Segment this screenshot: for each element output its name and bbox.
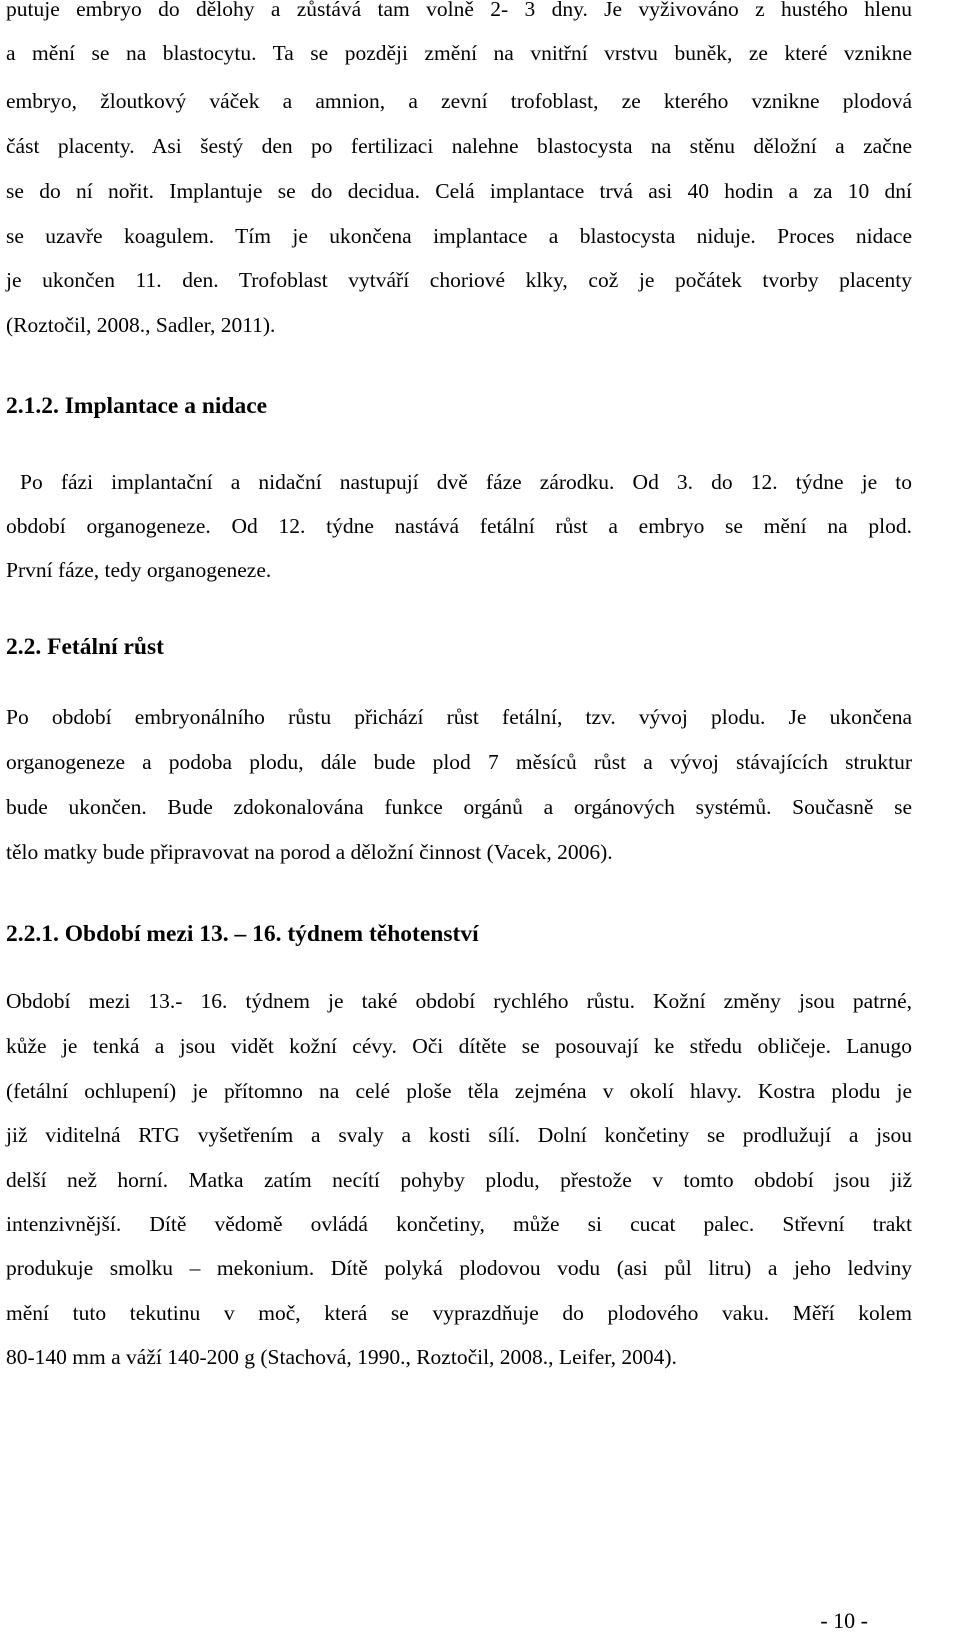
paragraph-line: (Roztočil, 2008., Sadler, 2011). — [6, 313, 276, 337]
paragraph-line: embryo, žloutkový váček a amnion, a zevní trofoblast, ze kterého vznikne plodová — [6, 89, 912, 113]
paragraph-line: období organogeneze. Od 12. týdne nastává fetální růst a embryo se mění na plod. — [6, 514, 912, 538]
paragraph-line: bude ukončen. Bude zdokonalována funkce orgánů a orgánových systémů. Současně se — [6, 795, 912, 819]
paragraph-line: produkuje smolku – mekonium. Dítě polyká plodovou vodu (asi půl litru) a jeho ledviny — [6, 1256, 912, 1280]
paragraph-line: a mění se na blastocytu. Ta se později změní na vnitřní vrstvu buněk, ze které vznikne — [6, 41, 912, 65]
paragraph-line: je ukončen 11. den. Trofoblast vytváří choriové klky, což je počátek tvorby placenty — [6, 268, 912, 292]
paragraph-line: Po období embryonálního růstu přichází růst fetální, tzv. vývoj plodu. Je ukončena — [6, 705, 912, 729]
page-number: - 10 - — [820, 1608, 868, 1633]
paragraph-line: Po fázi implantační a nidační nastupují dvě fáze zárodku. Od 3. do 12. týdne je to — [20, 470, 912, 494]
paragraph-line: již viditelná RTG vyšetřením a svaly a kosti sílí. Dolní končetiny se prodlužují a jsou — [6, 1123, 912, 1147]
paragraph-line: kůže je tenká a jsou vidět kožní cévy. Oči dítěte se posouvají ke středu obličeje. Lanugo — [6, 1034, 912, 1058]
paragraph-line: organogeneze a podoba plodu, dále bude plod 7 měsíců růst a vývoj stávajících struktur — [6, 750, 912, 774]
paragraph-line: se do ní nořit. Implantuje se do decidua. Celá implantace trvá asi 40 hodin a za 10 dní — [6, 179, 912, 203]
paragraph-line: putuje embryo do dělohy a zůstává tam volně 2- 3 dny. Je vyživováno z hustého hlenu — [6, 0, 912, 21]
paragraph-line: delší než horní. Matka zatím necítí pohyby plodu, přestože v tomto období jsou již — [6, 1168, 912, 1192]
section-heading: 2.1.2. Implantace a nidace — [6, 393, 268, 419]
paragraph-line: tělo matky bude připravovat na porod a děložní činnost (Vacek, 2006). — [6, 840, 613, 864]
paragraph-line: 80-140 mm a váží 140-200 g (Stachová, 1990., Roztočil, 2008., Leifer, 2004). — [6, 1345, 677, 1369]
section-heading: 2.2.1. Období mezi 13. – 16. týdnem těhotenství — [6, 921, 479, 947]
paragraph-line: mění tuto tekutinu v moč, která se vyprazdňuje do plodového vaku. Měří kolem — [6, 1301, 912, 1325]
section-heading: 2.2. Fetální růst — [6, 634, 164, 660]
paragraph-line: se uzavře koagulem. Tím je ukončena implantace a blastocysta niduje. Proces nidace — [6, 224, 912, 248]
paragraph-line: Období mezi 13.- 16. týdnem je také období rychlého růstu. Kožní změny jsou patrné, — [6, 989, 912, 1013]
paragraph-line: část placenty. Asi šestý den po fertilizaci nalehne blastocysta na stěnu děložní a začne — [6, 134, 912, 158]
paragraph-line: intenzivnější. Dítě vědomě ovládá končetiny, může si cucat palec. Střevní trakt — [6, 1212, 912, 1236]
paragraph-line: První fáze, tedy organogeneze. — [6, 558, 272, 582]
paragraph-line: (fetální ochlupení) je přítomno na celé ploše těla zejména v okolí hlavy. Kostra plodu je — [6, 1079, 912, 1103]
